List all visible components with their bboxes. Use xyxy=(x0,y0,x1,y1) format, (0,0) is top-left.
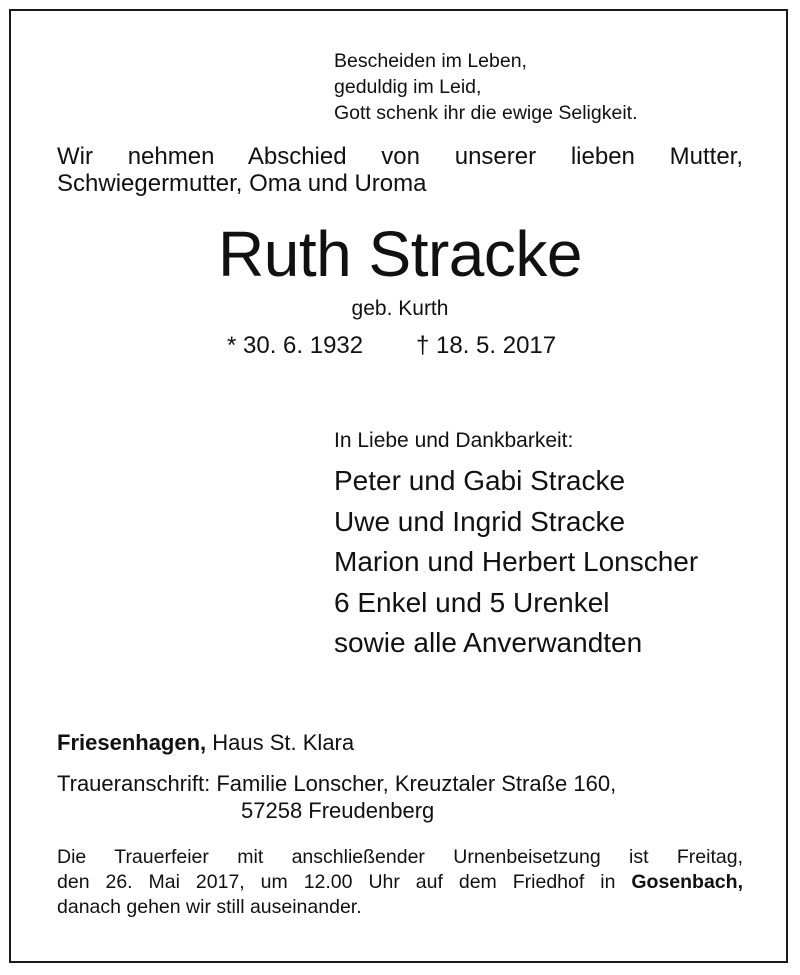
motto-verse xyxy=(334,48,638,126)
place-location: Haus St. Klara xyxy=(212,730,355,755)
mourning-address-line-2: 57258 Freudenberg xyxy=(241,798,435,823)
service-line-1: Die Trauerfeier mit anschließender Urnenbeisetzung ist Freitag, xyxy=(57,846,743,868)
intro-line-2: Schwiegermutter, Oma und Uroma xyxy=(57,170,427,197)
mourners-heading: In Liebe und Dankbarkeit: xyxy=(334,429,574,452)
motto-line-2: geduldig im Leid, xyxy=(334,76,482,98)
birth-date: * 30. 6. 1932 xyxy=(227,332,364,359)
mourning-address-line-1: Traueranschrift: Familie Lonscher, Kreuztaler Straße 160, xyxy=(57,771,617,796)
farewell-intro xyxy=(57,143,743,197)
service-line-2 xyxy=(57,870,743,895)
intro-line-1: Wir nehmen Abschied von unserer lieben Mutter, xyxy=(57,143,743,170)
place-town: Friesenhagen, xyxy=(57,730,207,755)
mourner-line: Peter und Gabi Stracke xyxy=(334,465,626,496)
birth-name: geb. Kurth xyxy=(351,297,449,320)
service-details xyxy=(57,845,743,920)
motto-line-3: Gott schenk ihr die ewige Seligkeit. xyxy=(334,102,638,124)
motto-line-1: Bescheiden im Leben, xyxy=(334,50,527,72)
mourner-line: sowie alle Anverwandten xyxy=(334,627,643,658)
deceased-name: Ruth Stracke xyxy=(218,218,582,290)
death-date: † 18. 5. 2017 xyxy=(416,332,557,359)
mourners-block xyxy=(334,427,698,664)
service-cemetery: Gosenbach, xyxy=(631,871,743,893)
mourner-line: 6 Enkel und 5 Urenkel xyxy=(334,586,610,618)
service-line-2-text: den 26. Mai 2017, um 12.00 Uhr auf dem Friedhof in xyxy=(57,871,632,893)
mourner-line: Marion und Herbert Lonscher xyxy=(334,546,699,577)
service-line-3: danach gehen wir still auseinander. xyxy=(57,896,362,918)
mourner-line: Uwe und Ingrid Stracke xyxy=(334,505,626,537)
place-line xyxy=(57,730,354,756)
